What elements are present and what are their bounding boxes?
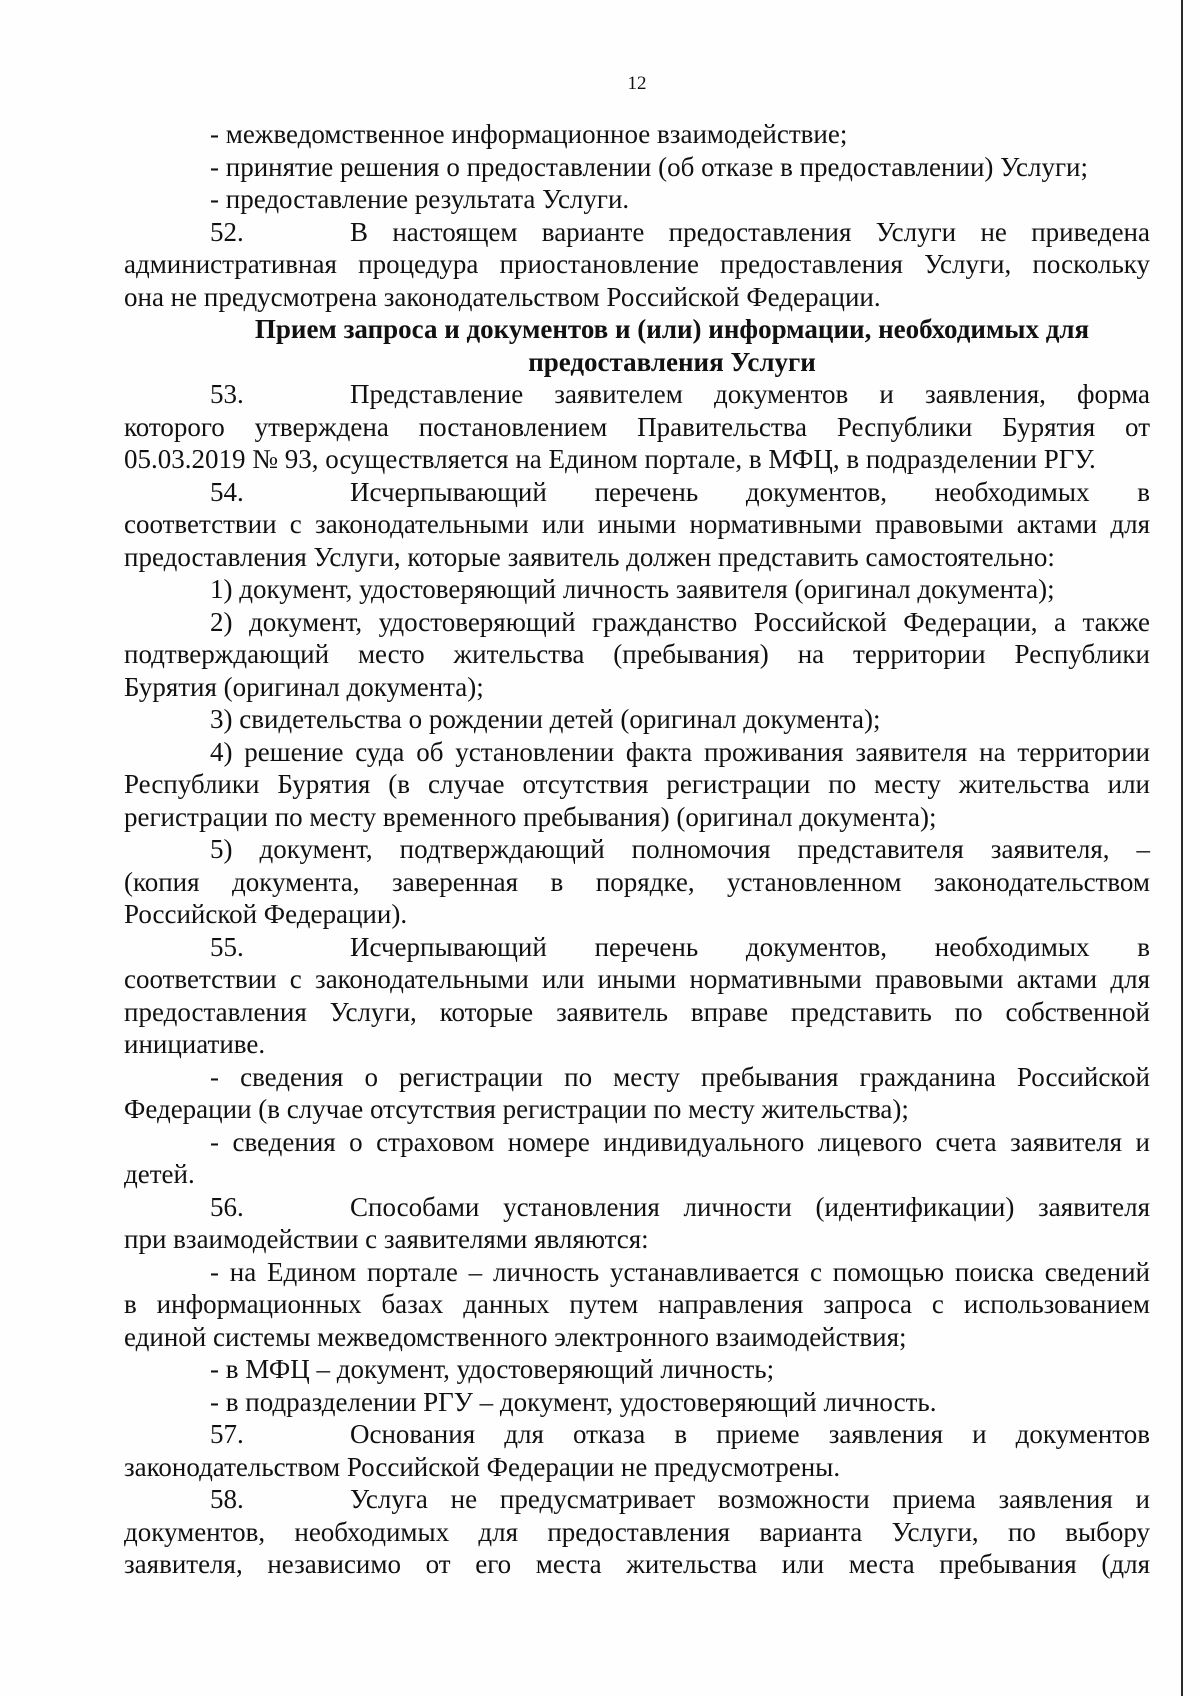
paragraph-line: Российской Федерации). (124, 899, 408, 929)
paragraph-number: 53. (210, 379, 244, 409)
paragraph-line: Федерации (в случае отсутствия регистрации по месту жительства); (124, 1094, 909, 1124)
section-heading-line-2: предоставления Услуги (528, 346, 816, 377)
paragraph-line: подтверждающий место жительства (пребывания) на территории Республики (124, 639, 1150, 669)
list-item: 1) документ, удостоверяющий личность заявителя (оригинал документа); (210, 574, 1055, 604)
paragraph-58-line-1: 58. Услуга не предусматривает возможности приема заявления и (210, 1484, 1150, 1514)
paragraph-line: документов, необходимых для предоставления варианта Услуги, по выбору (124, 1516, 1150, 1547)
paragraph-line: 05.03.2019 № 93, осуществляется на Едином портале, в МФЦ, в подразделении РГУ. (124, 444, 1096, 474)
paragraph-line: инициативе. (124, 1029, 266, 1059)
list-item: 2) документ, удостоверяющий гражданство Российской Федерации, а также (210, 606, 1150, 637)
paragraph-number: 58. (210, 1484, 244, 1514)
list-item: - на Едином портале – личность устанавливается с помощью поиска сведений (210, 1256, 1150, 1287)
page-number: 12 (627, 73, 647, 94)
paragraph-57-line-1: 57. Основания для отказа в приеме заявления и документов (210, 1419, 1150, 1449)
paragraph-line: детей. (124, 1159, 195, 1189)
paragraph-number: 54. (210, 476, 244, 507)
page-edge-line (1181, 0, 1183, 1696)
paragraph-line: которого утверждена постановлением Правительства Республики Бурятия от (124, 411, 1150, 442)
paragraph-line: предоставления Услуги, которые заявитель вправе представить по собственной (124, 996, 1150, 1027)
document-body (124, 118, 1150, 1581)
paragraph-55-line-1: 55. Исчерпывающий перечень документов, необходимых в (210, 931, 1150, 962)
paragraph-number: 56. (210, 1191, 244, 1222)
list-item: 5) документ, подтверждающий полномочия представителя заявителя, – (210, 834, 1150, 864)
paragraph-line: (копия документа, заверенная в порядке, установленном законодательством (124, 866, 1150, 897)
list-item: - предоставление результата Услуги. (210, 184, 630, 214)
list-item: - сведения о страховом номере индивидуального лицевого счета заявителя и (210, 1126, 1150, 1157)
paragraph-line: она не предусмотрена законодательством Российской Федерации. (124, 281, 881, 312)
paragraph-53-line-1: 53. Представление заявителем документов и заявления, форма (210, 379, 1150, 409)
paragraph-line: единой системы межведомственного электронного взаимодействия; (124, 1321, 907, 1352)
list-item: 3) свидетельства о рождении детей (оригинал документа); (210, 704, 881, 734)
list-item: - в подразделении РГУ – документ, удостоверяющий личность. (210, 1386, 937, 1417)
paragraph-line: в информационных базах данных путем направления запроса с использованием (124, 1289, 1150, 1319)
paragraph-line: заявителя, независимо от его места жительства или места пребывания (для (124, 1549, 1150, 1579)
list-item: 4) решение суда об установлении факта проживания заявителя на территории (210, 736, 1150, 767)
paragraph-number: 57. (210, 1419, 244, 1449)
paragraph-line: законодательством Российской Федерации не предусмотрены. (124, 1451, 841, 1482)
paragraph-number: 52. (210, 216, 244, 247)
paragraph-line: регистрации по месту временного пребывания) (оригинал документа); (124, 801, 937, 832)
paragraph-56-line-1: 56. Способами установления личности (идентификации) заявителя (210, 1191, 1150, 1222)
list-item: - сведения о регистрации по месту пребывания гражданина Российской (210, 1061, 1150, 1092)
paragraph-line: административная процедура приостановление предоставления Услуги, поскольку (124, 249, 1150, 279)
list-item: - принятие решения о предоставлении (об отказе в предоставлении) Услуги; (210, 151, 1088, 182)
paragraph-line: Республики Бурятия (в случае отсутствия регистрации по месту жительства или (124, 769, 1150, 799)
list-item: - в МФЦ – документ, удостоверяющий личность; (210, 1354, 775, 1384)
paragraph-line: соответствии с законодательными или иными нормативными правовыми актами для (124, 509, 1150, 539)
section-heading-line-1: Прием запроса и документов и (или) информации, необходимых для (254, 314, 1090, 344)
paragraph-line: Бурятия (оригинал документа); (124, 671, 484, 702)
paragraph-number: 55. (210, 931, 244, 962)
paragraph-line: соответствии с законодательными или иными нормативными правовыми актами для (124, 964, 1150, 994)
paragraph-52-line-1: 52. В настоящем варианте предоставления Услуги не приведена (210, 216, 1150, 247)
list-item: - межведомственное информационное взаимодействие; (210, 119, 848, 149)
paragraph-line: предоставления Услуги, которые заявитель должен представить самостоятельно: (124, 541, 1055, 572)
paragraph-line: при взаимодействии с заявителями являются: (124, 1224, 649, 1254)
paragraph-54-line-1: 54. Исчерпывающий перечень документов, необходимых в (210, 476, 1150, 507)
